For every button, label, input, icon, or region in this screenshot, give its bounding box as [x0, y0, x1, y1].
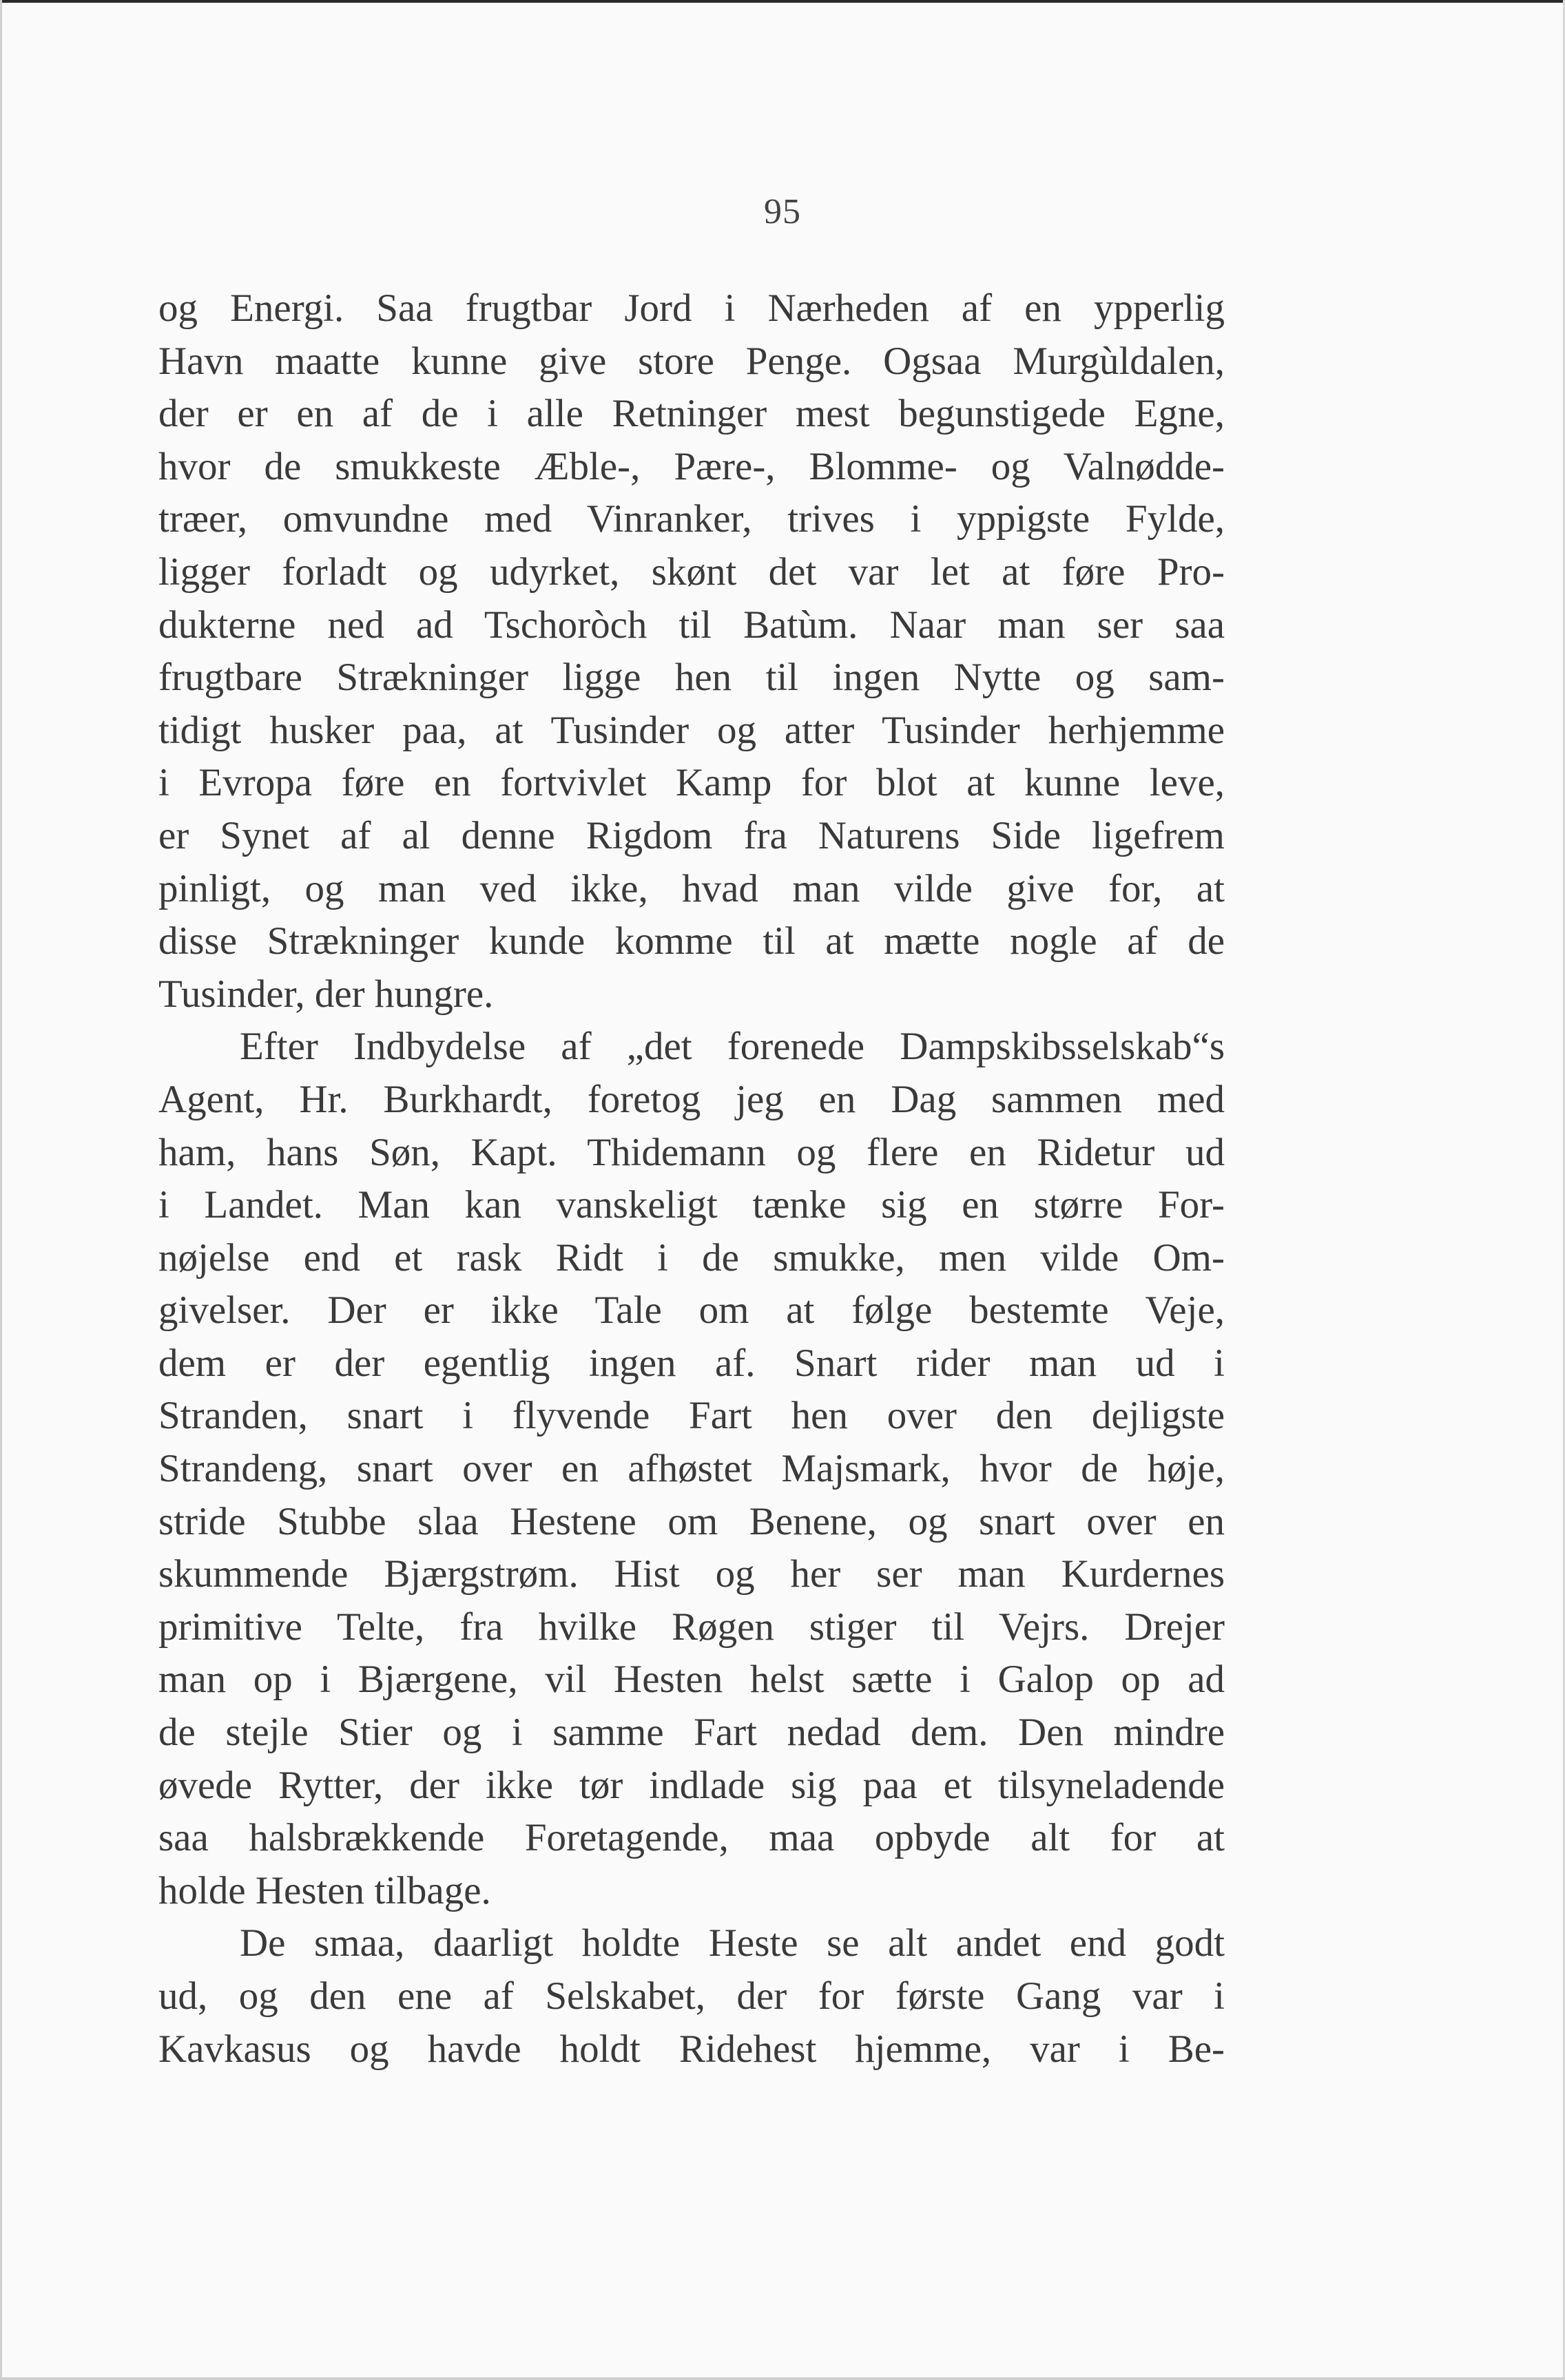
scan-edge-left: [0, 0, 2, 2380]
text-line: træer, omvundne med Vinranker, trives i yppigste Fylde,: [158, 497, 1225, 541]
text-line: er Synet af al denne Rigdom fra Naturens Side ligefrem: [158, 813, 1225, 857]
text-line: skummende Bjærgstrøm. Hist og her ser man Kurdernes: [158, 1552, 1225, 1596]
body-text: [158, 282, 1225, 2076]
text-line: nøjelse end et rask Ridt i de smukke, men vilde Om-: [158, 1235, 1225, 1280]
text-line: Havn maatte kunne give store Penge. Ogsaa Murgùldalen,: [158, 339, 1225, 383]
text-line: og Energi. Saa frugtbar Jord i Nærheden af en ypperlig: [158, 286, 1225, 330]
scan-edge-bottom: [0, 2377, 1565, 2380]
text-line: Kavkasus og havde holdt Ridehest hjemme, var i Be-: [158, 2027, 1225, 2071]
text-line: i Evropa føre en fortvivlet Kamp for blot at kunne leve,: [158, 761, 1225, 805]
text-line: der er en af de i alle Retninger mest begunstigede Egne,: [158, 392, 1225, 436]
text-line: Strandeng, snart over en afhøstet Majsmark, hvor de høje,: [158, 1447, 1225, 1491]
text-line: tidigt husker paa, at Tusinder og atter Tusinder herhjemme: [158, 708, 1225, 752]
text-line: Tusinder, der hungre.: [158, 972, 494, 1016]
text-line: øvede Rytter, der ikke tør indlade sig paa et tilsyneladende: [158, 1763, 1225, 1807]
text-line: Agent, Hr. Burkhardt, foretog jeg en Dag sammen med: [158, 1077, 1225, 1121]
text-line: ligger forladt og udyrket, skønt det var let at føre Pro-: [158, 550, 1225, 594]
text-line: hvor de smukkeste Æble-, Pære-, Blomme- og Valnødde-: [158, 444, 1225, 488]
text-line: frugtbare Strækninger ligge hen til ingen Nytte og sam-: [158, 656, 1225, 700]
text-line: saa halsbrækkende Foretagende, maa opbyde alt for at: [158, 1816, 1225, 1860]
text-line: stride Stubbe slaa Hestene om Benene, og snart over en: [158, 1499, 1225, 1543]
text-line: De smaa, daarligt holdte Heste se alt andet end godt: [240, 1921, 1225, 1965]
text-line: primitive Telte, fra hvilke Røgen stiger til Vejrs. Drejer: [158, 1605, 1225, 1649]
text-line: givelser. Der er ikke Tale om at følge bestemte Veje,: [158, 1288, 1225, 1333]
page-number: 95: [764, 192, 801, 231]
text-line: dukterne ned ad Tschoròch til Batùm. Naar man ser saa: [158, 603, 1225, 647]
scan-edge-top: [0, 0, 1565, 3]
text-line: ham, hans Søn, Kapt. Thidemann og flere en Ridetur ud: [158, 1130, 1225, 1174]
text-line: man op i Bjærgene, vil Hesten helst sætte i Galop op ad: [158, 1658, 1225, 1702]
text-line: Stranden, snart i flyvende Fart hen over den dejligste: [158, 1394, 1225, 1438]
text-line: pinligt, og man ved ikke, hvad man vilde give for, at: [158, 866, 1225, 910]
text-line: ud, og den ene af Selskabet, der for første Gang var i: [158, 1974, 1225, 2018]
text-line: Efter Indbydelse af „det forenede Dampskibsselskab“s: [240, 1025, 1225, 1069]
text-line: holde Hesten tilbage.: [158, 1868, 491, 1912]
text-line: de stejle Stier og i samme Fart nedad dem. Den mindre: [158, 1711, 1225, 1755]
text-line: i Landet. Man kan vanskeligt tænke sig en større For-: [158, 1183, 1225, 1227]
text-line: disse Strækninger kunde komme til at mætte nogle af de: [158, 919, 1225, 963]
text-line: dem er der egentlig ingen af. Snart rider man ud i: [158, 1341, 1225, 1385]
